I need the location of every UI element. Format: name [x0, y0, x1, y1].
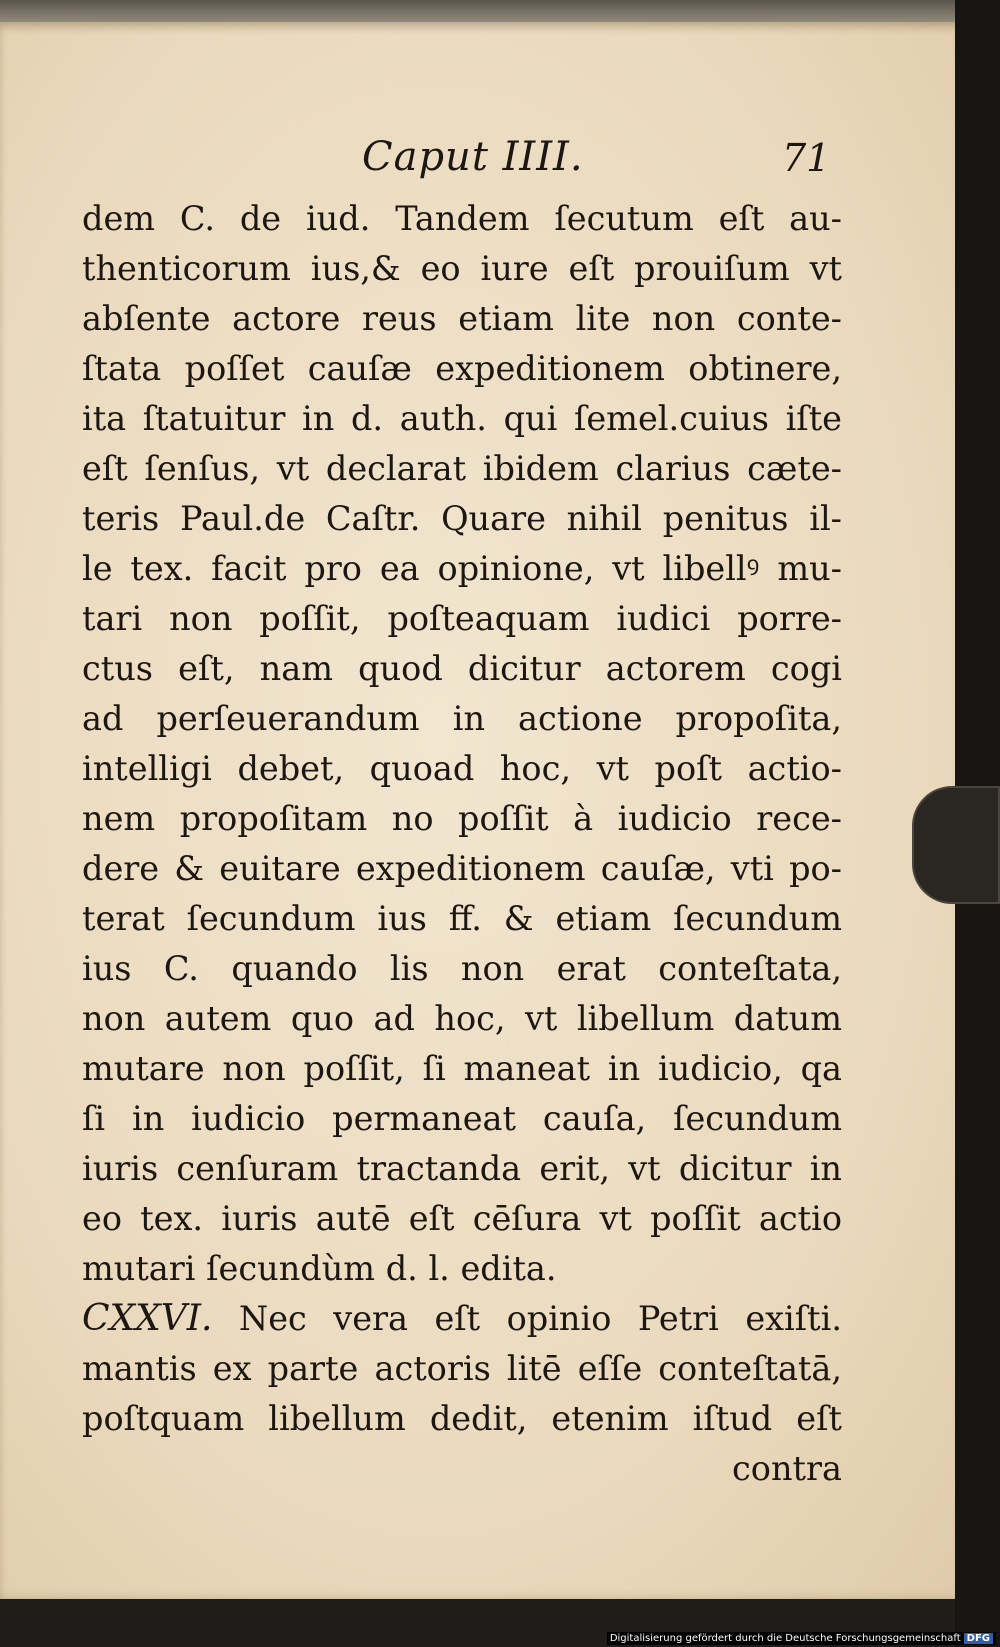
body-text: [82, 194, 842, 1494]
text-line: mutari ſecundùm d. l. edita.: [82, 1249, 557, 1288]
text-line: eſt ſenſus, vt declarat ibidem clarius cæte-: [82, 449, 842, 488]
text-line: mantis ex parte actoris litē eſſe conteſtatā,: [82, 1349, 842, 1388]
text-line: eo tex. iuris autē eſt cēſura vt poſſit actio: [82, 1199, 842, 1238]
text-line: ad perſeuerandum in actione propoſita,: [82, 699, 842, 738]
digitization-credit: [607, 1632, 996, 1645]
dfg-logo: DFG: [964, 1633, 993, 1644]
catchword: contra: [732, 1449, 842, 1488]
text-line: non autem quo ad hoc, vt libellum datum: [82, 999, 842, 1038]
page-clip: [912, 786, 1000, 904]
text-line: thenticorum ius,& eo iure eſt prouiſum vt: [82, 249, 842, 288]
book-page: [0, 22, 968, 1599]
text-line: mutare non poſſit, ſi maneat in iudicio, qa: [82, 1049, 842, 1088]
text-line: terat ſecundum ius ff. & etiam ſecundum: [82, 899, 842, 938]
section-number: CXXVI.: [82, 1298, 213, 1339]
running-head: [0, 134, 968, 190]
text-line: ſtata poſſet cauſæ expeditionem obtinere,: [82, 349, 842, 388]
text-line: abſente actore reus etiam lite non conte-: [82, 299, 842, 338]
section-line: Nec vera eſt opinio Petri exiſti.: [238, 1299, 842, 1338]
text-line: tari non poſſit, poſteaquam iudici porre-: [82, 599, 842, 638]
text-line: ius C. quando lis non erat conteſtata,: [82, 949, 842, 988]
text-line: nem propoſitam no poſſit à iudicio rece-: [82, 799, 842, 838]
text-line: ſi in iudicio permaneat cauſa, ſecundum: [82, 1099, 842, 1138]
text-line: le tex. facit pro ea opinione, vt libellꝰ mu-: [82, 549, 842, 588]
text-line: ctus eſt, nam quod dicitur actorem cogi: [82, 649, 842, 688]
text-line: poſtquam libellum dedit, etenim iſtud eſt: [82, 1399, 842, 1438]
text-line: dem C. de iud. Tandem ſecutum eſt au-: [82, 199, 842, 238]
text-line: intelligi debet, quoad hoc, vt poſt actio-: [82, 749, 842, 788]
text-line: iuris cenſuram tractanda erit, vt dicitur in: [82, 1149, 842, 1188]
chapter-title: Caput IIII.: [362, 134, 584, 180]
text-line: ita ſtatuitur in d. auth. qui ſemel.cuius iſte: [82, 399, 842, 438]
page-number: 71: [782, 136, 831, 180]
text-line: teris Paul.de Caſtr. Quare nihil penitus il-: [82, 499, 842, 538]
section-first-line: [82, 1294, 842, 1344]
credit-text: Digitalisierung gefördert durch die Deutsche Forschungsgemeinschaft: [609, 1633, 961, 1644]
text-line: dere & euitare expeditionem cauſæ, vti po-: [82, 849, 842, 888]
